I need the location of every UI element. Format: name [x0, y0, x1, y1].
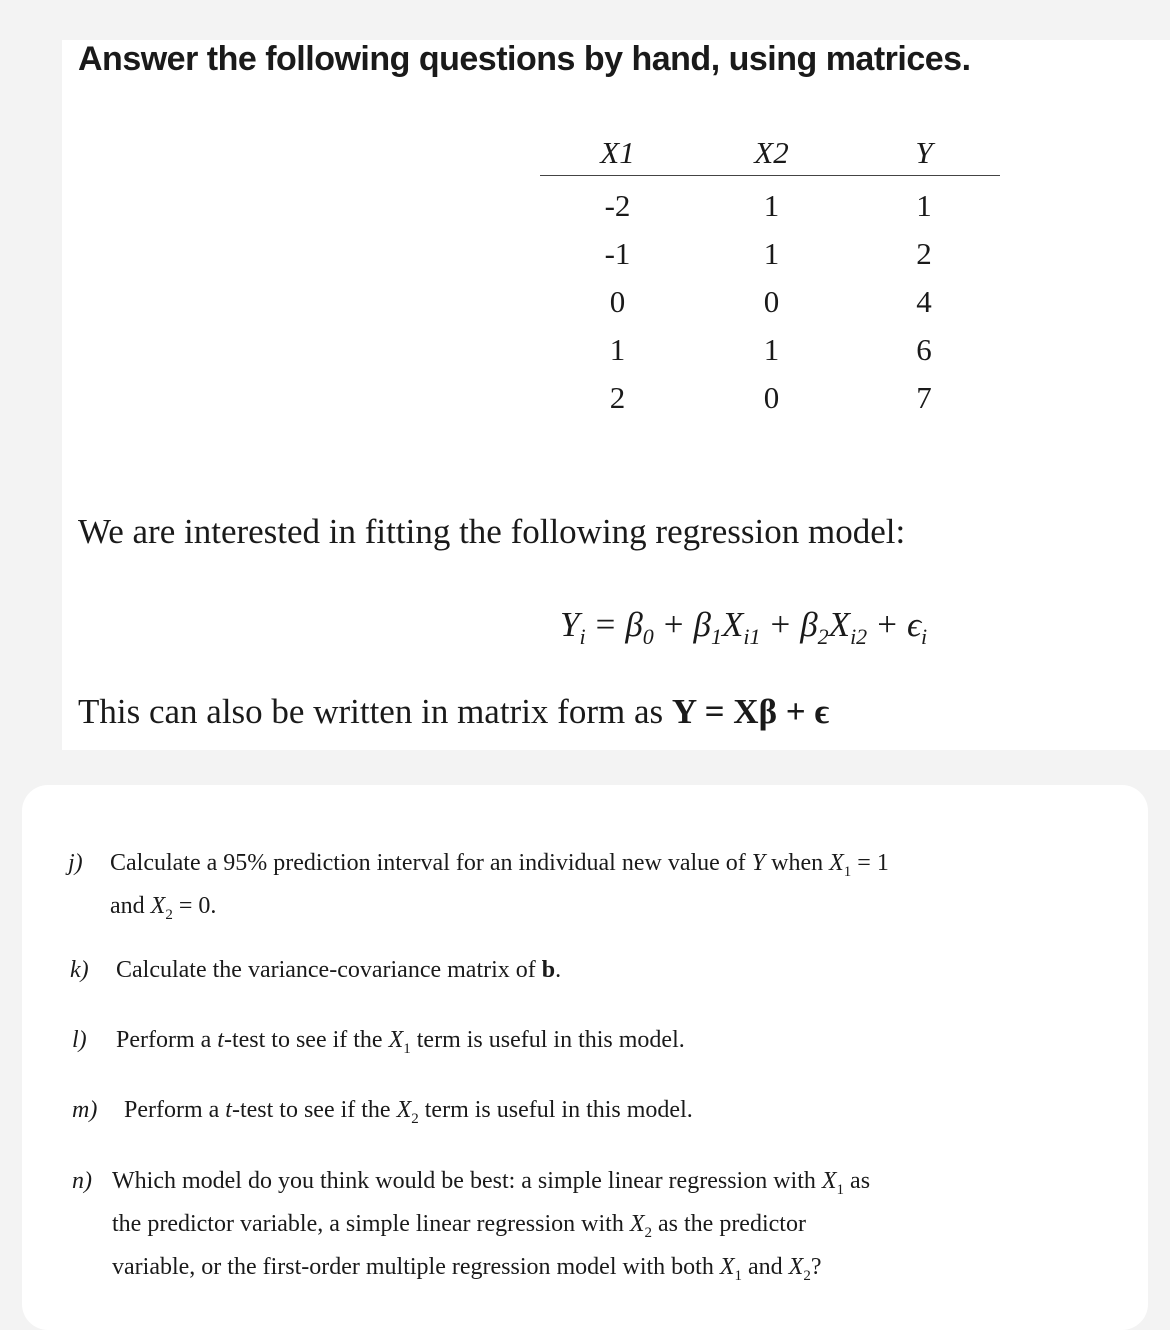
table-row [540, 326, 1000, 374]
matrix-form-line [78, 692, 829, 732]
table-row [540, 278, 1000, 326]
cell-x2: 0 [763, 380, 780, 415]
header-x2: X2 [754, 135, 789, 170]
model-equation: $Y_i = \beta_0 + \beta_1X_{i1} + \beta_2X_{i2} + \epsilon_i$ [560, 605, 928, 649]
question-j: j) Calculate a 95% prediction interval for an individual new value of Y when $X_1 = 1$ and $X_2 = 0$. [68, 850, 889, 923]
cell-x2: 1 [763, 188, 780, 223]
table-row [540, 374, 1000, 422]
intro-text: We are interested in fitting the following regression model: [78, 512, 906, 551]
cell-x1: -2 [604, 188, 631, 223]
table-header [540, 135, 1000, 176]
table-row [540, 182, 1000, 230]
cell-y: 6 [916, 332, 932, 367]
matrix-equation: Y = Xβ + ϵ [671, 692, 830, 731]
cell-x2: 1 [763, 236, 780, 271]
cell-x1: 0 [609, 284, 626, 319]
question-m: m) Perform a t-test to see if the $X_2$ term is useful in this model. [72, 1097, 693, 1127]
cell-y: 4 [916, 284, 932, 319]
cell-x1: 1 [609, 332, 626, 367]
cell-x2: 1 [763, 332, 780, 367]
cell-y: 7 [916, 380, 932, 415]
matrix-form-text: This can also be written in matrix form as [78, 692, 664, 731]
question-k: k) Calculate the variance-covariance matrix of b. [70, 957, 562, 983]
question-l: l) Perform a t-test to see if the $X_1$ term is useful in this model. [72, 1027, 685, 1057]
page-heading: Answer the following questions by hand, using matrices. [78, 40, 971, 78]
header-x1: X1 [600, 135, 635, 170]
cell-y: 2 [916, 236, 932, 271]
table-row [540, 230, 1000, 278]
data-table [540, 135, 1000, 422]
question-n: n) Which model do you think would be best: a simple linear regression with $X_1$ as the predictor variable, a simple linear regression with $X_2$ as the predictor variable, or the first-order multiple regression model with both $X_1$ and $X_2$? [72, 1168, 871, 1284]
header-y: Y [915, 135, 933, 170]
cell-x2: 0 [763, 284, 780, 319]
cell-x1: -1 [604, 236, 631, 271]
cell-x1: 2 [609, 380, 626, 415]
cell-y: 1 [916, 188, 932, 223]
